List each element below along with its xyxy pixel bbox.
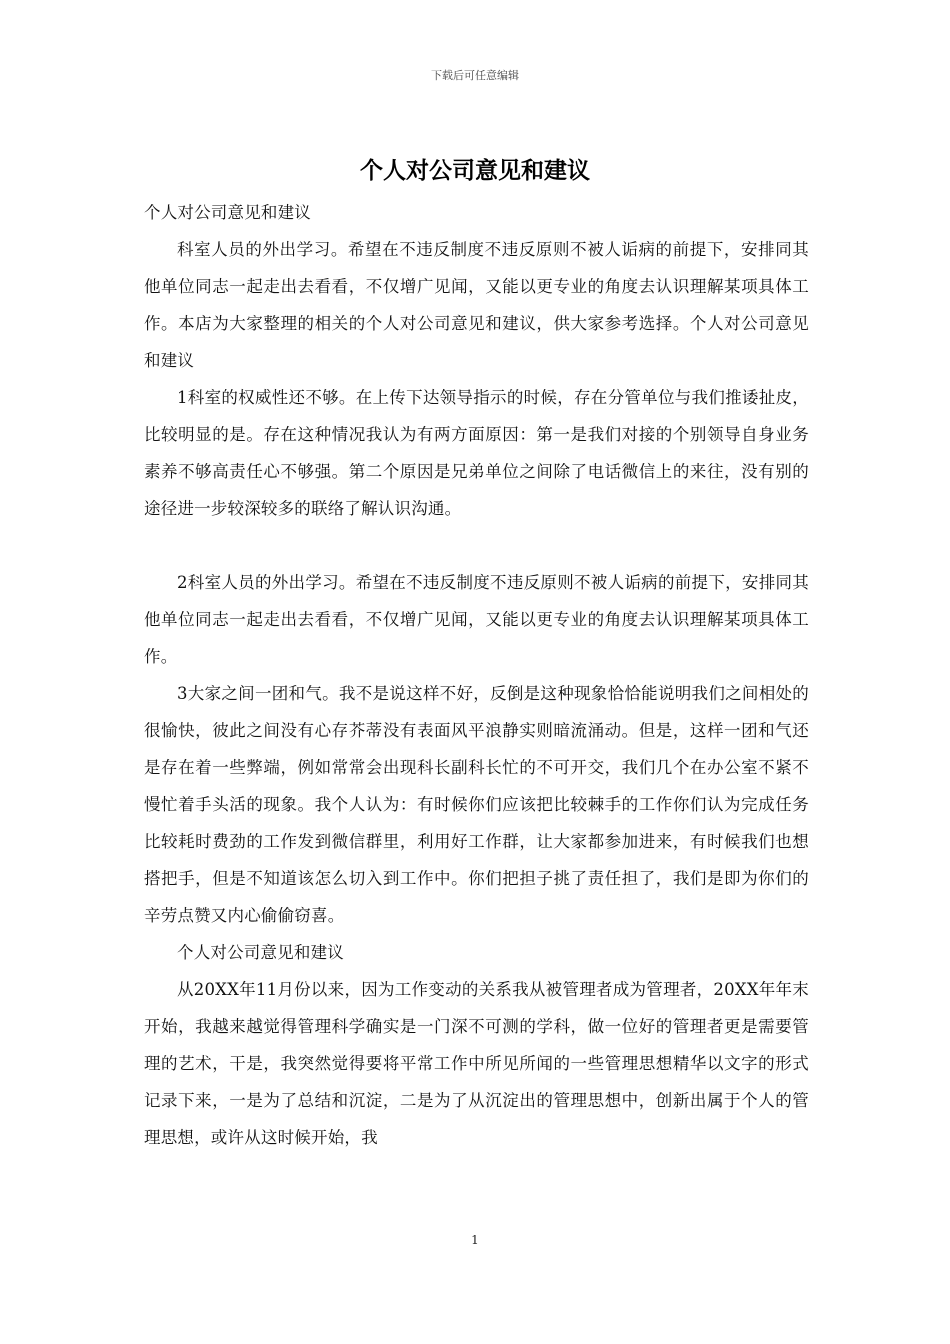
subtitle-paragraph: 个人对公司意见和建议 (144, 203, 311, 222)
paragraph-intro: 科室人员的外出学习。希望在不违反制度不违反原则不被人诟病的前提下，安排同其他单位同志一起走出去看看，不仅增广见闻，又能以更专业的角度去认识理解某项具体工作。本店为大家整理的相关的个人对公司意见和建议，供大家参考选择。个人对公司意见和建议 (144, 240, 809, 370)
paragraph-2: 2科室人员的外出学习。希望在不违反制度不违反原则不被人诟病的前提下，安排同其他单位同志一起走出去看看，不仅增广见闻，又能以更专业的角度去认识理解某项具体工作。 (144, 573, 809, 666)
header-note: 下载后可任意编辑 (431, 69, 519, 82)
document-body (144, 194, 809, 1156)
page-number: 1 (471, 1233, 479, 1247)
paragraph-1: 1科室的权威性还不够。在上传下达领导指示的时候，存在分管单位与我们推诿扯皮，比较明显的是。存在这种情况我认为有两方面原因：第一是我们对接的个别领导自身业务素养不够高责任心不够强。第二个原因是兄弟单位之间除了电话微信上的来往，没有别的途径进一步较深较多的联络了解认识沟通。 (144, 388, 809, 518)
blank-line (144, 527, 809, 564)
paragraph-3: 3大家之间一团和气。我不是说这样不好，反倒是这种现象恰恰能说明我们之间相处的很愉快，彼此之间没有心存芥蒂没有表面风平浪静实则暗流涌动。但是，这样一团和气还是存在着一些弊端，例如常常会出现科长副科长忙的不可开交，我们几个在办公室不紧不慢忙着手头活的现象。我个人认为：有时候你们应该把比较棘手的工作你们认为完成任务比较耗时费劲的工作发到微信群里，利用好工作群，让大家都参加进来，有时候我们也想搭把手，但是不知道该怎么切入到工作中。你们把担子挑了责任担了，我们是即为你们的辛劳点赞又内心偷偷窃喜。 (144, 684, 809, 925)
section-heading: 个人对公司意见和建议 (177, 943, 344, 962)
paragraph-4: 从20XX年11月份以来，因为工作变动的关系我从被管理者成为管理者，20XX年年末开始，我越来越觉得管理科学确实是一门深不可测的学科，做一位好的管理者更是需要管理的艺术，干是，我突然觉得要将平常工作中所见所闻的一些管理思想精华以文字的形式记录下来，一是为了总结和沉淀，二是为了从沉淀出的管理思想中，创新出属于个人的管理思想，或许从这时候开始，我 (144, 980, 809, 1147)
document-title: 个人对公司意见和建议 (360, 158, 590, 184)
